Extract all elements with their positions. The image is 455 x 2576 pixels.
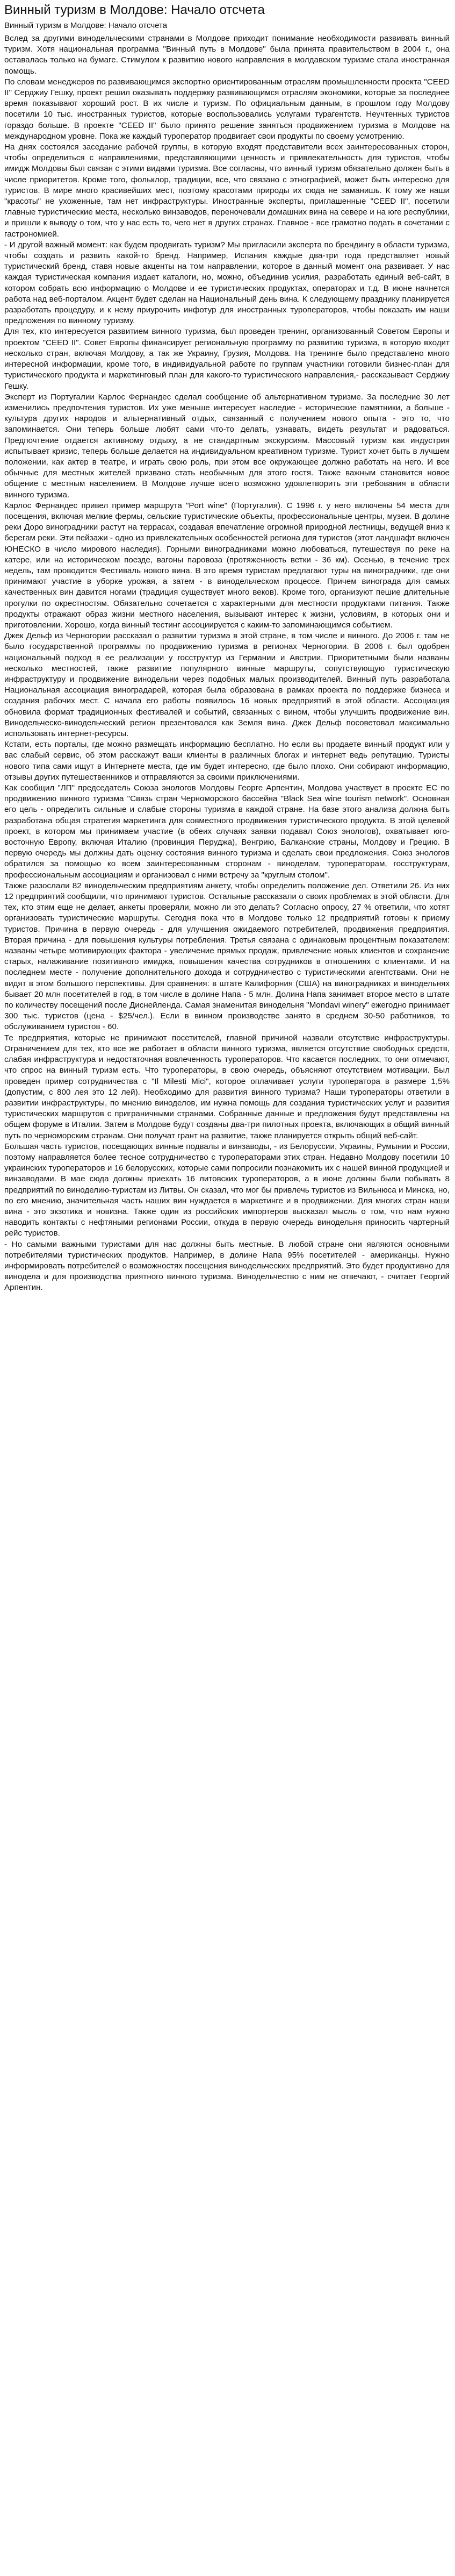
article-paragraph: Эксперт из Португалии Карлос Фернандес сделал сообщение об альтернативном туризме. За последние 30 лет изменились предпочтения туристов. Их уже меньше интересует наследие - исторические памятники, а больше - культура других народов и альтернативный отдых, связанный с получением нового опыта - это то, что запоминается. Они теперь больше любят сами что-то делать, узнавать, видеть результат и радоваться. Предпочтение отдается активному отдыху, а не стандартным экскурсиям. Массовый туризм как индустрия испытывает кризис, теперь больше делается на индивидуальном креативном туризме. Турист хочет быть в лучшем положении, как актер в театре, и играть свою роль, при этом все окружающее должно работать на него. И все обычные для местных жителей призвано стать необычным для этого гостя. Также важным становится новое общение с местным населением. В Молдове лучше всего возможно удовлетворить эти требования в области винного туризма.	[4, 392, 450, 499]
article-paragraph: На днях состоялся заседание рабочей группы, в которую входят представители всех заинтересованных сторон, чтобы определиться с направлениями, представляющими ценность и привлекательность для туристов, чтобы имидж Молдовы был связан с этими видами туризма. Все согласны, что винный туризм обязательно должен быть в числе приоритетов. Кроме того, фольклор, традиции, все, что связано с этнографией, может быть интересно для туристов. В мире много красивейших мест, поэтому красотами природы их сюда не заманишь. К тому же наши "красоты" не ухоженные, там нет инфраструктуры. Иностранные эксперты, приглашенные "CEED II", посетили главные туристические места, несколько винзаводов, переночевали домашних вина на севере и на юге республики, и пришли к выводу о том, что у нас есть то, чего нет в других странах. Главное - все грамотно подать в сочетании с гастрономией.	[4, 142, 450, 239]
article-paragraph: Джек Дельф из Черногории рассказал о развитии туризма в этой стране, в том числе и винного. До 2006 г. там не было государственной программы по продвижению туризма в регионах Черногории. В 2006 г. был одобрен национальный подход в ее реализации у госструктур из Германии и Австрии. Приоритетными были названы несколько местностей, также развитие популярного винные маршруты, сопутствующую туристическую инфраструктуру и продвижение винодельни через подобных малых производителей. Винный путь разработала Национальная ассоциация виноградарей, которая была образована в рамках проекта по поддержке бизнеса и создания рабочих мест. С начала его работы появилось 16 новых предприятий в этой области. Ассоциация обновила формат традиционных фестивалей и событий, связанных с вином, чтобы улучшить продвижение вин. Винодельческо-винодельческий регион презентовался как Земля вина. Джек Дельф посоветовал максимально использовать интернет-ресурсы.	[4, 631, 450, 738]
article-paragraph: - Но самыми важными туристами для нас должны быть местные. В любой стране они являются основными потребителями туристических продуктов. Например, в долине Напа 95% посетителей - американцы. Нужно информировать потребителей о возможностях посещения винодельческих предприятий. Это будет продуктивно для винодела и для производства приятного винного туризма. Винодельчество с ним не отвечают, - считает Георгий Арпентин.	[4, 1239, 450, 1293]
article-paragraph: Кстати, есть порталы, где можно размещать информацию бесплатно. Но если вы продаете винный продукт или у вас слабый сервис, об этом расскажут ваши клиенты в различных блогах и интернет ведь репутацию. Туристы нового типа сами ищут в Интернете места, где им будет интересно, где было плохо. Они собирают информацию, отзывы других путешественников и отправляются за своими приключениями.	[4, 740, 450, 782]
article-paragraph: - И другой важный момент: как будем продвигать туризм? Мы пригласили эксперта по брендингу в области туризма, чтобы создать и развить какой-то бренд. Например, Испания каждые два-три года представляет новый туристический бренд, ставя новые акценты на том направлении, которое в данный момент она развивает. У нас каждая туристическая компания издает каталоги, но, можно, объединив усилия, разработать единый веб-сайт, в котором собрать всю информацию о Молдове и ее туристических продуктах, операторах и т.д. В июне начнется работа над веб-порталом. Акцент будет сделан на Национальный день вина. К следующему празднику планируется разработать процедуру, и к нему приурочить инфотур для иностранных туроператоров, чтобы показать им наши предложения по винному туризму.	[4, 240, 450, 326]
article-paragraph: Вслед за другими винодельческими странами в Молдове приходит понимание необходимости развивать винный туризм. Хотя национальная программа "Винный путь в Молдове" была принята правительством в 2004 г., она оставалась только на бумаге. Стимулом к развитию нового направления в молдавском туризме стала иностранная помощь.	[4, 34, 450, 76]
article-paragraph: Также разослали 82 винодельческим предприятиям анкету, чтобы определить положение дел. Ответили 26. Из них 12 предприятий сообщили, что принимают туристов. Остальные рассказали о своих проблемах в этой области. Для тех, кто этим еще не делает, анкеты проверяли, можно ли это делать? Согласно опросу, 27 % ответили, что хотят организовать туристические маршруты. Сегодня пока что в Молдове только 12 предприятий готовы к приему туристов. Причина в первую очередь - для улучшения ожидаемого потребителей, продвижения предприятия. Вторая причина - для повышения культуры потребления. Третья связана с одинаковым процентным показателем: названы четыре мотивирующих фактора - увеличение прямых продаж, привлечение новых клиентов и сохранение старых, налаживание позитивного имиджа, повышения качества сотрудников в отношениях с клиентами. И на последнем месте - получение дополнительного дохода и сотрудничество с туристическими агентствами. Они не видят в этом большого перспективы. Для сравнения: в штате Калифорния (США) на виноградниках и винодельнях бывает 20 млн посетителей в год, в том числе в долине Напа - 5 млн. Долина Напа занимает второе место в штате по количеству посещений после Диснейленда. Самая знаменитая винодельня "Mondavi winery" ежегодно принимает 300 тыс. туристов (цена - $25/чел.). Если в винном производстве занято в среднем 30-50 работников, то обслуживанием туристов - 60.	[4, 881, 450, 1032]
article-paragraph: Для тех, кто интересуется развитием винного туризма, был проведен тренинг, организованный Советом Европы и проектом "CEED II". Совет Европы финансирует региональную программу по развитию туризма, в которую входит несколько стран, включая Молдову, а так же Украину, Грузия, Молдова. На тренинге было представлено много интересной информации, кроме того, в индивидуальной работе по группам участники готовили бизнес-план для туристического продукта и маркетинговый план для какого-то туристического направления,- рассказывает Серджиу Гешку.	[4, 327, 450, 391]
breadcrumb: Винный туризм в Молдове: Начало отсчета	[4, 21, 168, 30]
article-paragraph: Как сообщил "ЛП" председатель Союза энологов Молдовы Георге Арпентин, Молдова участвует в проекте ЕС по продвижению винного туризма "Связь стран Черноморского бассейна "Black Sea wine tourism network". Основная его цель - определить сильные и слабые стороны туризма в каждой стране. На базе этого анализа должна быть разработана общая стратегия маркетинга для совместного продвижения туристического продукта. В этой целевой проект, в котором мы принимаем участие (в обеих случаях заявки подавал Союз энологов), охватывает юго-восточную Европу, включая Италию (провинция Перуджа), Венгрию, Балканские страны, Молдову и Грецию. В первую очередь мы должны дать оценку состояния винного туризма и сделать свои предложения. Союз энологов обратился за помощью ко всем заинтересованным сторонам - виноделам, туроператорам, госструктурам, профессиональным ассоциациям и организовал с ними встречу за "круглым столом".	[4, 783, 450, 880]
article-paragraph: По словам менеджеров по развивающимся экспортно ориентированным отраслям промышленности проекта "CEED II" Серджиу Гешку, проект решил оказывать поддержку развивающимся отраслям экономики, которые за последнее время показывают хороший рост. В их числе и туризм. По официальным данным, в прошлом году Молдову посетили 10 тыс. иностранных туристов, которые воспользовались услугами турагентств. Неучтенных туристов гораздо больше. В проекте "CEED II" было принято решение заняться продвижением туризма в Молдове на международном уровне. Пока же каждый туроператор продвигает свои продукты по своему усмотрению.	[4, 77, 450, 141]
article-paragraph: Большая часть туристов, посещающих винные подвалы и винзаводы, - из Белоруссии, Украины, Румынии и России, поэтому направляется более тесное сотрудничество с туроператорами этих стран. Недавно Молдову посетили 10 украинских туроператоров и 16 белорусских, которые сами попросили познакомить их с нашей винной продукцией и винзаводами. В мае сюда должны приехать 16 литовских туроператоров, а в июне должны были побывать 8 предприятий по виноделию-туристам из Литвы. Он сказал, что мог бы привлечь туристов из Вильнюса и Минска, но, по его мнению, значительная часть наших вин нуждается в маркетинге и в продвижении. Для многих стран наши вина - это экзотика и новизна. Также один из российских импортеров высказал мысль о том, что нам нужно наводить контакты с нефтяными регионами России, откуда в первую очередь винодельня приносить чартерный рейс туристов.	[4, 1141, 450, 1238]
article-title: Винный туризм в Молдове: Начало отсчета	[4, 3, 265, 17]
article-paragraph: Карлос Фернандес привел пример маршрута "Port wine" (Португалия). С 1996 г. у него включены 54 места для посещения, включая мелкие фермы, сельские туристические объекты, профессиональные центры, музеи. В долине реки Доро виноградники растут на террасах, создавая впечатление огромной природной лестницы, ведущей вниз к берегам реки. Эти пейзажи - одно из привлекательных особенностей региона для туристов (этот ландшафт включен ЮНЕСКО в число мирового наследия). Горными виноградниками можно любоваться, путешествуя по реке на катере, или на историческом поезде, вагоны паровоза (протяженность ветки - 36 км). Осенью, в течение трех недель, там проводится Фестиваль нового вина. В это время туристам предлагают туры на виноградники, где они принимают участие в уборке урожая, а затем - в винодельческом процессе. Причем винограда для самых качественных вин давится ногами (традиция существует много веков). Кроме того, организуют пешие длительные прогулки по окрестностям. Обязательно сочетается с характерными для местности продуктами питания. Также продукты отражают образ жизни местного населения, вызывают интерес к жизни, условиям, в которых они и приготовлении. Хорошо, когда винный тестинг ассоциируется с каким-то запоминающимся событием.	[4, 501, 450, 630]
article-body	[4, 33, 450, 1294]
article-paragraph: Те предприятия, которые не принимают посетителей, главной причиной назвали отсутствие инфраструктуры. Ограничением для тех, кто все же работает в области винного туризма, является отсутствие свободных средств, слабая инфраструктура и недостаточная вовлеченность туроператоров. Что касается последних, то они отмечают, что спрос на винный туризм есть. Что туроператоры, в свою очередь, объясняют отсутствием мотивации. Был проведен пример сотрудничества с "Il Milesti Mici", которое оплачивает услуги туроператора в размере 1,5% (допустим, с 800 лея это 12 лей). Необходимо для развития винного туризма? Наши туроператоры ответили в развитии инфраструктуры, по мнению виноделов, им нужна помощь для создания туристических услуг и развития туристических маршрутов с приграничными странами. Собранные данные и предложения будут представлены на общем форуме в Италии. Затем в Молдове будут созданы два-три пилотных проекта, включающих в общий винный путь по черноморским странам. Они получат грант на развитие, также планируется открыть общий веб-сайт.	[4, 1033, 450, 1140]
